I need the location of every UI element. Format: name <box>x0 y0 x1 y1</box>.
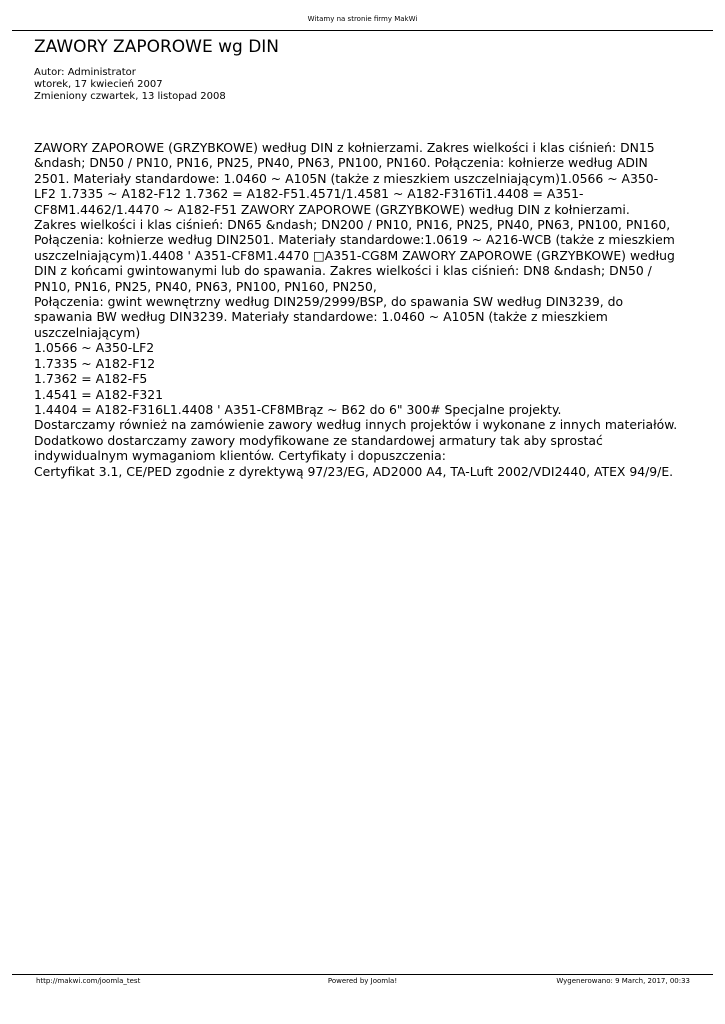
body-line: LF2 1.7335 ~ A182-F12 1.7362 = A182-F51.4571/1.4581 ~ A182-F316Ti1.4408 = A351- <box>34 186 584 202</box>
generated-timestamp: Wygenerowano: 9 March, 2017, 00:33 <box>556 977 690 985</box>
author-line: Autor: Administrator <box>34 67 136 78</box>
article-meta <box>34 67 226 103</box>
body-line: 1.7362 = A182-F5 <box>34 371 148 387</box>
body-line: spawania BW według DIN3239. Materiały standardowe: 1.0460 ~ A105N (także z mieszkiem <box>34 309 608 325</box>
article-title: ZAWORY ZAPOROWE wg DIN <box>34 37 280 57</box>
body-line: indywidualnym wymaganiom klientów. Certyfikaty i dopuszczenia: <box>34 448 446 464</box>
body-line: DIN z końcami gwintowanymi lub do spawania. Zakres wielkości i klas ciśnień: DN8 &ndash; DN50 / <box>34 263 652 279</box>
body-line: Połączenia: gwint wewnętrzny według DIN259/2999/BSP, do spawania SW według DIN3239, do <box>34 294 624 310</box>
body-line: &ndash; DN50 / PN10, PN16, PN25, PN40, PN63, PN100, PN160. Połączenia: kołnierze według ADIN <box>34 155 648 171</box>
modified-date: Zmieniony czwartek, 13 listopad 2008 <box>34 91 226 102</box>
body-line: Dostarczamy również na zamówienie zawory według innych projektów i wykonane z innych materiałów. <box>34 417 678 433</box>
body-line: CF8M1.4462/1.4470 ~ A182-F51 ZAWORY ZAPOROWE (GRZYBKOWE) według DIN z kołnierzami. <box>34 201 630 217</box>
body-line: Zakres wielkości i klas ciśnień: DN65 &ndash; DN200 / PN10, PN16, PN25, PN40, PN63, PN100, PN160, <box>34 217 671 233</box>
body-line: 1.4404 = A182-F316L1.4408 ' A351-CF8MBrąz ~ B62 do 6" 300# Specjalne projekty. <box>34 401 562 417</box>
body-line: 1.0566 ~ A350-LF2 <box>34 340 155 356</box>
body-line: uszczelniającym) <box>34 324 141 340</box>
powered-by-text: Powered by Joomla! <box>327 977 398 985</box>
body-line: Połączenia: kołnierze według DIN2501. Materiały standardowe:1.0619 ~ A216-WCB (także z mieszkiem <box>34 232 675 248</box>
body-line: 2501. Materiały standardowe: 1.0460 ~ A105N (także z mieszkiem uszczelniającym)1.0566 ~ A350- <box>34 170 659 186</box>
body-line: Certyfikat 3.1, CE/PED zgodnie z dyrektywą 97/23/EG, AD2000 A4, TA-Luft 2002/VDI2440, ATEX 94/9/E. <box>34 463 674 479</box>
body-line: 1.4541 = A182-F321 <box>34 386 163 402</box>
site-greeting-header: Witamy na stronie firmy MakWi <box>307 15 418 23</box>
footer-divider <box>12 974 713 975</box>
created-date: wtorek, 17 kwiecień 2007 <box>34 79 163 90</box>
body-line: PN10, PN16, PN25, PN40, PN63, PN100, PN160, PN250, <box>34 278 377 294</box>
body-line: 1.7335 ~ A182-F12 <box>34 355 156 371</box>
site-url-link[interactable]: http://makwi.com/joomla_test <box>36 977 141 985</box>
body-line: ZAWORY ZAPOROWE (GRZYBKOWE) według DIN z kołnierzami. Zakres wielkości i klas ciśnień: DN15 <box>34 140 655 155</box>
body-line: uszczelniającym)1.4408 ' A351-CF8M1.4470 □A351-CG8M ZAWORY ZAPOROWE (GRZYBKOWE) według <box>34 247 675 263</box>
header-divider <box>12 30 713 31</box>
body-line: Dodatkowo dostarczamy zawory modyfikowane ze standardowej armatury tak aby sprostać <box>34 432 603 448</box>
article-body <box>34 140 690 479</box>
